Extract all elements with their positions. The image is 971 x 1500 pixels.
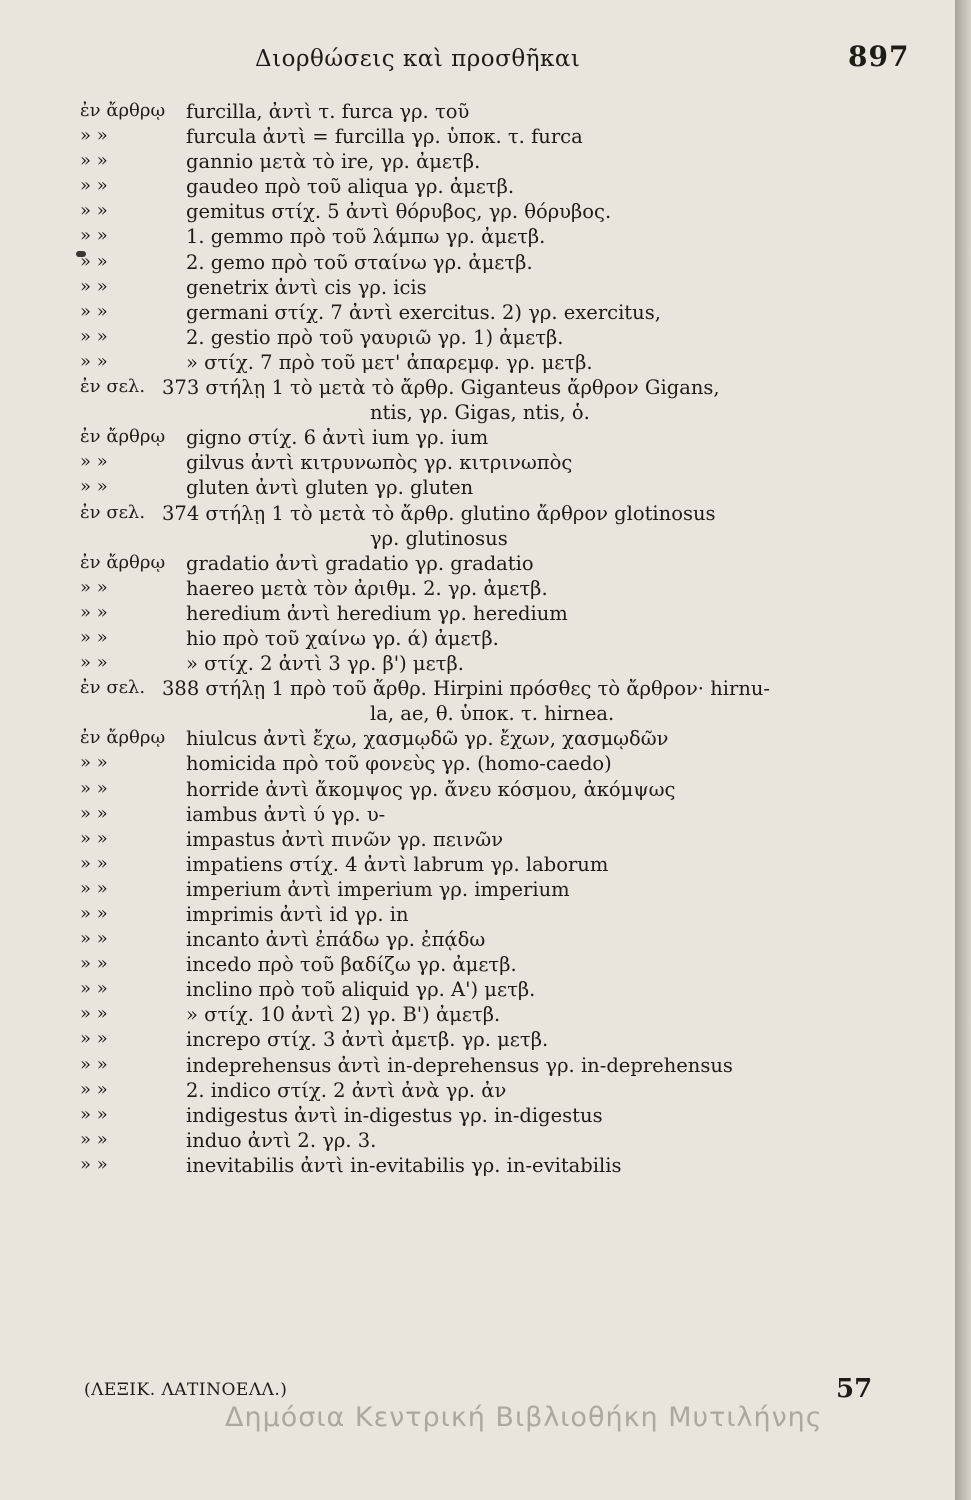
entry-reference: » » — [80, 225, 108, 247]
errata-entry — [0, 752, 955, 777]
errata-entry — [0, 476, 955, 501]
entry-reference: » » — [80, 125, 108, 147]
entry-reference: » » — [80, 777, 108, 799]
entry-text: hio πρὸ τοῦ χαίνω γρ. ά) ἀμετβ. — [186, 626, 499, 650]
entry-text: incanto ἀντὶ ἐπάδω γρ. ἐπᾴδω — [186, 928, 486, 952]
entry-reference: » » — [80, 275, 108, 297]
entry-reference: » » — [80, 852, 108, 874]
entry-text: » στίχ. 7 πρὸ τοῦ μετ' ἀπαρεμφ. γρ. μετβ. — [186, 350, 593, 374]
errata-list — [0, 100, 955, 1179]
errata-entry — [0, 100, 955, 125]
entry-reference: ἐν ἄρθρῳ — [80, 551, 166, 573]
errata-entry — [0, 200, 955, 225]
page-number: 897 — [848, 40, 910, 73]
entry-text: 388 στήλῃ 1 πρὸ τοῦ ἄρθρ. Hirpini πρόσθες τὸ ἄρθρον· hirnu- — [162, 677, 771, 701]
errata-entry — [0, 276, 955, 301]
page-edge — [955, 0, 971, 1500]
entry-reference: » » — [80, 652, 108, 674]
errata-entry — [0, 1129, 955, 1154]
entry-reference: » » — [80, 1103, 108, 1125]
entry-reference: » » — [80, 250, 108, 272]
entry-reference: » » — [80, 576, 108, 598]
errata-entry — [0, 527, 955, 552]
entry-text: haereo μετὰ τὸν ἀριθμ. 2. γρ. ἀμετβ. — [186, 576, 548, 600]
entry-reference: » » — [80, 928, 108, 950]
entry-text: increpo στίχ. 3 ἀντὶ ἀμετβ. γρ. μετβ. — [186, 1028, 549, 1052]
entry-reference: » » — [80, 978, 108, 1000]
entry-reference: » » — [80, 903, 108, 924]
errata-entry — [0, 602, 955, 627]
entry-text: impatiens στίχ. 4 ἀντὶ labrum γρ. laborum — [186, 852, 609, 876]
entry-reference: » » — [80, 1078, 108, 1100]
entry-text: impastus ἀντὶ πινῶν γρ. πεινῶν — [186, 827, 504, 851]
entry-text: imperium ἀντὶ imperium γρ. imperium — [186, 877, 570, 901]
entry-reference: » » — [80, 877, 108, 899]
errata-entry — [0, 853, 955, 878]
entry-text: iambus ἀντὶ ύ γρ. υ- — [186, 802, 386, 826]
errata-entry — [0, 778, 955, 803]
errata-entry — [0, 928, 955, 953]
sheet-number: 57 — [836, 1374, 873, 1404]
entry-text: genetrix ἀντὶ cis γρ. icis — [186, 275, 427, 299]
errata-entry — [0, 376, 955, 401]
errata-entry — [0, 1028, 955, 1053]
errata-entry — [0, 702, 955, 727]
errata-entry — [0, 326, 955, 351]
entry-text: imprimis ἀντὶ id γρ. in — [186, 903, 409, 926]
errata-entry — [0, 953, 955, 978]
entry-text: gilvus ἀντὶ κιτρυνωπὸς γρ. κιτρινωπὸς — [186, 451, 573, 475]
errata-entry — [0, 426, 955, 451]
entry-text: ntis, γρ. Gigas, ntis, ὁ. — [370, 401, 590, 425]
errata-entry — [0, 502, 955, 527]
entry-reference: » » — [80, 150, 108, 172]
entry-reference: » » — [80, 626, 108, 648]
errata-entry — [0, 677, 955, 702]
entry-text: 374 στήλῃ 1 τὸ μετὰ τὸ ἄρθρ. glutino ἄρθρον glotinosus — [162, 501, 716, 525]
errata-entry — [0, 401, 955, 426]
source-title: (ΛΕΞΙΚ. ΛΑΤΙΝΟΕΛΛ.) — [84, 1380, 288, 1400]
entry-text: gradatio ἀντὶ gradatio γρ. gradatio — [186, 551, 534, 575]
entry-text: furcula ἀντὶ = furcilla γρ. ὑποκ. τ. furca — [186, 125, 583, 149]
entry-reference: » » — [80, 175, 108, 197]
entry-text: 1. gemmo πρὸ τοῦ λάμπω γρ. ἀμετβ. — [186, 225, 546, 249]
entry-reference: » » — [80, 1028, 108, 1050]
entry-reference: » » — [80, 476, 108, 498]
errata-entry — [0, 1154, 955, 1179]
entry-reference: » » — [80, 350, 108, 372]
entry-text: gluten ἀντὶ gluten γρ. gluten — [186, 476, 474, 500]
entry-reference: ἐν σελ. — [80, 677, 146, 699]
entry-text: gannio μετὰ τὸ ire, γρ. ἀμετβ. — [186, 150, 481, 174]
entry-text: 2. gemo πρὸ τοῦ σταίνω γρ. ἀμετβ. — [186, 250, 533, 274]
entry-text: homicida πρὸ τοῦ φονεὺς γρ. (homo-caedo) — [186, 752, 612, 776]
entry-reference: » » — [80, 827, 108, 849]
entry-reference: ἐν σελ. — [80, 501, 146, 523]
entry-text: heredium ἀντὶ heredium γρ. heredium — [186, 601, 568, 625]
entry-text: 2. indico στίχ. 2 ἀντὶ ἀνὰ γρ. ἀν — [186, 1078, 507, 1102]
errata-entry — [0, 451, 955, 476]
entry-text: » στίχ. 10 ἀντὶ 2) γρ. Β') ἀμετβ. — [186, 1003, 501, 1027]
errata-entry — [0, 175, 955, 200]
errata-entry — [0, 652, 955, 677]
entry-text: inclino πρὸ τοῦ aliquid γρ. Α') μετβ. — [186, 978, 536, 1002]
errata-entry — [0, 828, 955, 853]
entry-text: γρ. glutinosus — [370, 526, 508, 550]
entry-text: 373 στήλῃ 1 τὸ μετὰ τὸ ἄρθρ. Giganteus ἄρθρον Gigans, — [162, 376, 720, 400]
entry-reference: » » — [80, 200, 108, 222]
errata-entry — [0, 552, 955, 577]
entry-reference: » » — [80, 802, 108, 824]
entry-text: indigestus ἀντὶ in-digestus γρ. in-digestus — [186, 1103, 603, 1127]
entry-reference: ἐν ἄρθρῳ — [80, 727, 166, 749]
entry-text: indeprehensus ἀντὶ in-deprehensus γρ. in-deprehensus — [186, 1053, 733, 1077]
entry-text: horride ἀντὶ ἄκομψος γρ. ἄνευ κόσμου, ἀκόμψως — [186, 777, 676, 801]
entry-reference: » » — [80, 1128, 108, 1150]
errata-entry — [0, 225, 955, 250]
entry-text: gigno στίχ. 6 ἀντὶ ium γρ. ium — [186, 426, 489, 450]
entry-reference: » » — [80, 300, 108, 322]
entry-reference: » » — [80, 451, 108, 473]
entry-reference: » » — [80, 752, 108, 774]
errata-entry — [0, 150, 955, 175]
errata-entry — [0, 803, 955, 828]
entry-text: germani στίχ. 7 ἀντὶ exercitus. 2) γρ. exercitus, — [186, 300, 661, 324]
entry-text: inevitabilis ἀντὶ in-evitabilis γρ. in-evitabilis — [186, 1153, 622, 1177]
errata-entry — [0, 125, 955, 150]
entry-reference: » » — [80, 1153, 108, 1175]
errata-entry — [0, 1104, 955, 1129]
errata-entry — [0, 1003, 955, 1028]
errata-entry — [0, 251, 955, 276]
running-title: Διορθώσεις καὶ προσθῆκαι — [255, 46, 581, 72]
entry-text: gemitus στίχ. 5 ἀντὶ θόρυβος, γρ. θόρυβος. — [186, 200, 612, 224]
errata-entry — [0, 627, 955, 652]
errata-entry — [0, 301, 955, 326]
entry-reference: » » — [80, 325, 108, 347]
page-header — [0, 40, 955, 86]
errata-entry — [0, 878, 955, 903]
errata-entry — [0, 1054, 955, 1079]
entry-reference: » » — [80, 1003, 108, 1025]
entry-text: furcilla, ἀντὶ τ. furca γρ. τοῦ — [186, 100, 470, 123]
entry-text: hiulcus ἀντὶ ἔχω, χασμῳδῶ γρ. ἔχων, χασμῳδῶν — [186, 727, 669, 751]
entry-text: gaudeo πρὸ τοῦ aliqua γρ. ἀμετβ. — [186, 175, 515, 199]
entry-reference: » » — [80, 1053, 108, 1075]
entry-reference: ἐν ἄρθρῳ — [80, 426, 166, 448]
errata-entry — [0, 577, 955, 602]
library-watermark: Δημόσια Κεντρική Βιβλιοθήκη Μυτιλήνης — [225, 1402, 823, 1433]
entry-reference: » » — [80, 953, 108, 975]
entry-text: induo ἀντὶ 2. γρ. 3. — [186, 1128, 377, 1152]
entry-reference: » » — [80, 601, 108, 623]
entry-reference: ἐν ἄρθρῳ — [80, 100, 166, 121]
errata-entry — [0, 727, 955, 752]
entry-reference: ἐν σελ. — [80, 376, 146, 398]
entry-text: 2. gestio πρὸ τοῦ γαυριῶ γρ. 1) ἀμετβ. — [186, 325, 564, 349]
errata-entry — [0, 903, 955, 928]
errata-entry — [0, 1079, 955, 1104]
errata-entry — [0, 978, 955, 1003]
entry-text: » στίχ. 2 ἀντὶ 3 γρ. β') μετβ. — [186, 652, 464, 676]
entry-text: incedo πρὸ τοῦ βαδίζω γρ. ἀμετβ. — [186, 953, 517, 977]
errata-entry — [0, 351, 955, 376]
entry-text: la, ae, θ. ὑποκ. τ. hirnea. — [370, 702, 615, 726]
